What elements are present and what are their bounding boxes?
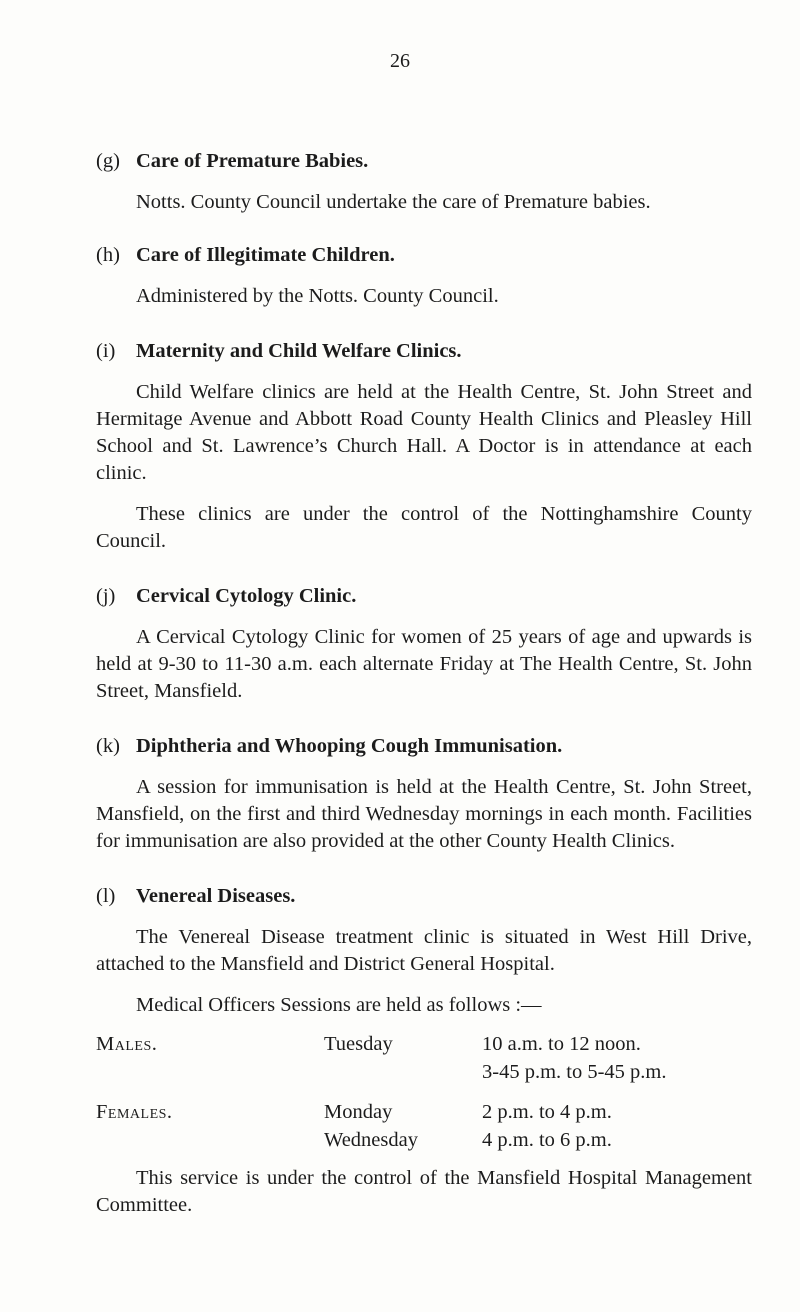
section-title: Maternity and Child Welfare Clinics. <box>136 340 462 362</box>
section-heading <box>96 583 752 610</box>
session-schedule <box>96 1031 752 1155</box>
section-title: Care of Illegitimate Children. <box>136 244 395 266</box>
section-venereal-diseases <box>96 883 752 1219</box>
section-heading <box>96 883 752 910</box>
section-heading <box>96 148 752 175</box>
paragraph: Administered by the Notts. County Council. <box>136 285 499 307</box>
section-cervical-cytology <box>96 583 752 705</box>
paragraph: A Cervical Cytology Clinic for women of 25 years of age and upwards is held at 9-30 to 11-30 a.m. each alternate Friday at The Health Centre, St. John Street, Mansfield. <box>96 626 752 702</box>
females-label: Females. <box>96 1101 173 1123</box>
section-heading <box>96 338 752 365</box>
section-title: Venereal Diseases. <box>136 885 296 907</box>
paragraph: Notts. County Council undertake the care of Premature babies. <box>136 191 651 213</box>
males-time-1: 10 a.m. to 12 noon. <box>482 1033 641 1055</box>
section-immunisation <box>96 733 752 855</box>
section-title: Diphtheria and Whooping Cough Immunisation. <box>136 735 563 757</box>
females-time-2: 4 p.m. to 6 p.m. <box>482 1129 612 1151</box>
section-maternity-child-welfare <box>96 338 752 555</box>
paragraph: A session for immunisation is held at the Health Centre, St. John Street, Mansfield, on the first and third Wednesday mornings in each month. Facilities for immunisation are also provided at the other County Health Clinics. <box>96 776 752 852</box>
section-premature-babies <box>96 148 752 216</box>
section-title: Care of Premature Babies. <box>136 150 369 172</box>
paragraph: The Venereal Disease treatment clinic is situated in West Hill Drive, attached to the Mansfield and District General Hospital. <box>96 926 752 975</box>
males-time-2: 3-45 p.m. to 5-45 p.m. <box>482 1061 667 1083</box>
section-letter: (l) <box>96 885 116 907</box>
males-label: Males. <box>96 1033 158 1055</box>
females-day-1: Monday <box>324 1101 393 1123</box>
section-letter: (g) <box>96 150 120 172</box>
section-letter: (j) <box>96 585 116 607</box>
page-number: 26 <box>390 50 410 72</box>
section-heading <box>96 733 752 760</box>
section-title: Cervical Cytology Clinic. <box>136 585 357 607</box>
females-day-2: Wednesday <box>324 1129 418 1151</box>
paragraph: Child Welfare clinics are held at the Health Centre, St. John Street and Hermitage Avenue and Abbott Road County Health Clinics and Pleasley Hill School and St. Lawrence’s Church Hall. A Doctor is in attendance at each clinic. <box>96 381 752 484</box>
paragraph: These clinics are under the control of the Nottinghamshire County Council. <box>96 503 752 552</box>
section-letter: (h) <box>96 244 120 266</box>
section-letter: (k) <box>96 735 120 757</box>
section-illegitimate-children <box>96 242 752 310</box>
paragraph: Medical Officers Sessions are held as follows :— <box>136 994 542 1016</box>
paragraph: This service is under the control of the Mansfield Hospital Management Committee. <box>96 1167 752 1216</box>
section-letter: (i) <box>96 340 116 362</box>
section-heading <box>96 242 752 269</box>
females-time-1: 2 p.m. to 4 p.m. <box>482 1101 612 1123</box>
page-content <box>96 148 752 1233</box>
males-day: Tuesday <box>324 1033 393 1055</box>
